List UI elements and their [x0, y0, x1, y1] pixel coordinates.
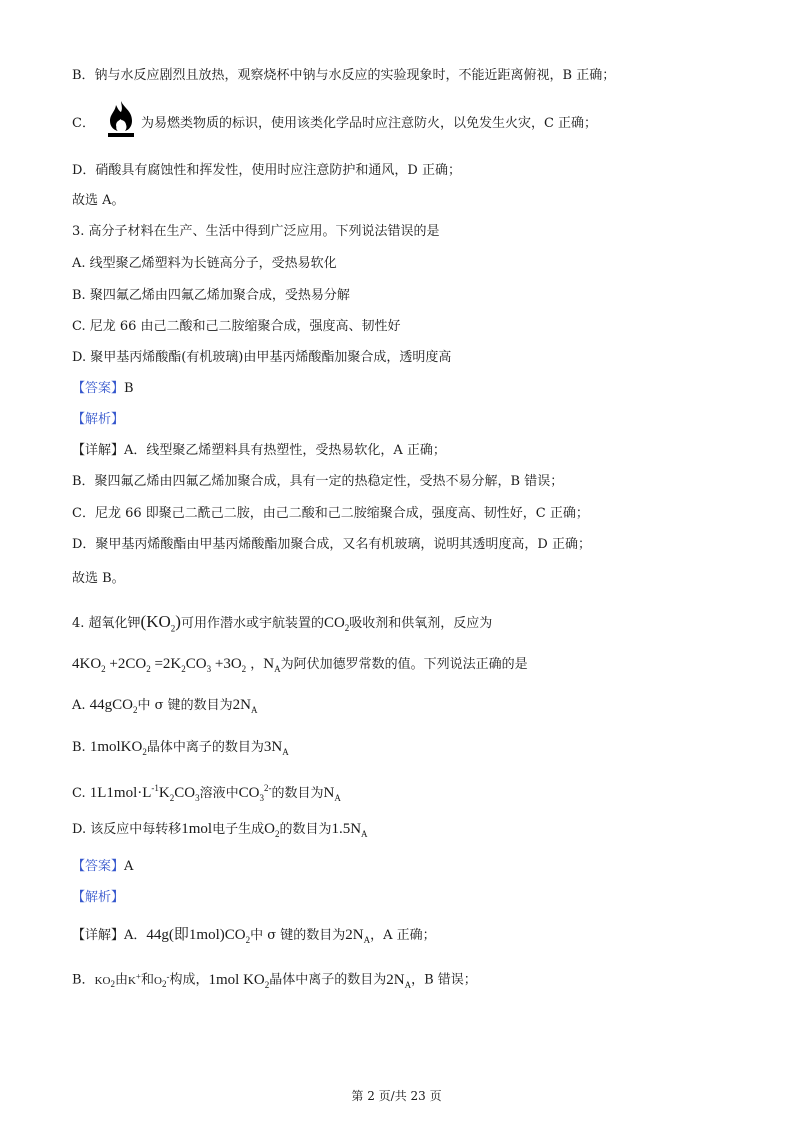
q3-detail-a: 【详解】A．线型聚乙烯塑料具有热塑性，受热易软化，A 正确； [72, 443, 446, 458]
select-a: 故选 A。 [72, 193, 125, 208]
q4-option-d: D. 该反应中每转移1mol电子生成$O_2$的数目为$1.5N_A$ [72, 821, 368, 839]
line-b-sodium: B．钠与水反应剧烈且放热，观察烧杯中钠与水反应的实验现象时，不能近距离俯视，B 正确； [72, 68, 616, 83]
q3-option-a: A. 线型聚乙烯塑料为长链高分子，受热易软化 [72, 256, 337, 271]
q3-detail-c: C．尼龙 66 即聚己二酰己二胺，由己二酸和己二胺缩聚合成，强度高、韧性好，C 正确； [72, 506, 589, 521]
q3-option-d: D. 聚甲基丙烯酸酯(有机玻璃)由甲基丙烯酸酯加聚合成，透明度高 [72, 350, 452, 365]
q3-analysis-tag: 【解析】 [72, 412, 125, 427]
flammable-hazard-icon [101, 99, 141, 139]
q3-answer: 【答案】B [72, 381, 134, 396]
q3-detail-b: B．聚四氟乙烯由四氟乙烯加聚合成，具有一定的热稳定性，受热不易分解，B 错误； [72, 474, 564, 489]
q4-detail-a: 【详解】A．44g(即$1mol)CO_2$中 σ 键的数目为$2N_A$，A 正确； [72, 927, 436, 945]
q4-option-b: B. 1molKO$_2$晶体中离子的数目为$3N_A$ [72, 739, 289, 757]
reaction-equation: $4KO_2 +2CO_2 =2K_2CO_3 +3O_2$ ，$N_A$为阿伏加德罗常数的值。下列说法正确的是 [72, 656, 528, 674]
q4-answer: 【答案】A [72, 859, 134, 874]
question-4: 4. 超氧化钾$(KO_2)$可用作潜水或宇航装置的$CO_2$吸收剂和供氧剂，反应为 [72, 612, 493, 634]
select-b: 故选 B。 [72, 571, 125, 586]
formula-ko2: $(KO_2)$ [140, 612, 181, 634]
q4-analysis-tag: 【解析】 [72, 890, 125, 905]
line-d-nitric: D．硝酸具有腐蚀性和挥发性，使用时应注意防护和通风，D 正确； [72, 163, 461, 178]
line-c-flammable: C． 为易燃类物质的标识，使用该类化学品时应注意防火，以免发生火灾，C 正确； [72, 116, 598, 131]
q4-option-c: C. $1L1mol\cdot L^{-1}K_2CO_3$溶液中$CO_3^{2-}$的数目为$N_A$ [72, 783, 341, 803]
q3-detail-d: D．聚甲基丙烯酸酯由甲基丙烯酸酯加聚合成，又名有机玻璃，说明其透明度高，D 正确； [72, 537, 591, 552]
q4-option-a: A. 44gCO$_2$中 σ 键的数目为$2N_A$ [72, 697, 258, 715]
q3-option-b: B. 聚四氟乙烯由四氟乙烯加聚合成，受热易分解 [72, 288, 350, 303]
q4-detail-b: B．$KO_2$由K+和$O_2^-$构成，1mol $KO_2$晶体中离子的数目为$2N_A$，B 错误； [72, 971, 477, 990]
page-footer: 第 2 页/共 23 页 [351, 1089, 442, 1103]
q3-option-c: C. 尼龙 66 由己二酸和己二胺缩聚合成，强度高、韧性好 [72, 319, 401, 334]
question-3: 3. 高分子材料在生产、生活中得到广泛应用。下列说法错误的是 [72, 224, 440, 239]
